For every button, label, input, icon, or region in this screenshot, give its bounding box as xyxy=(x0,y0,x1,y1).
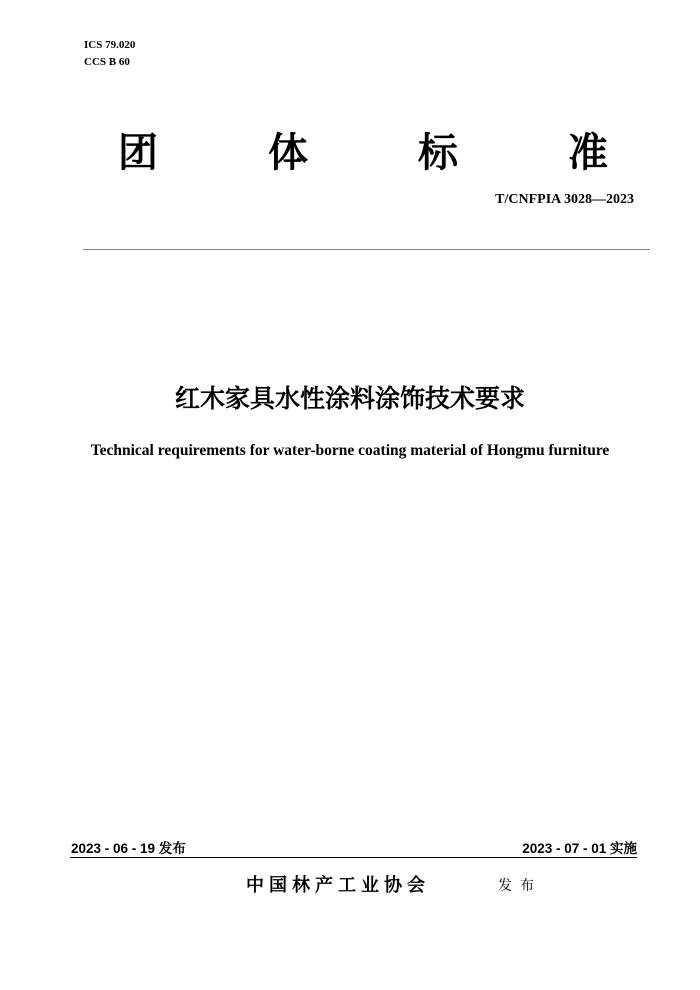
footer-divider xyxy=(70,857,637,858)
ics-code: ICS 79.020 xyxy=(84,39,136,51)
ccs-code: CCS B 60 xyxy=(84,56,130,68)
standard-type-char: 准 xyxy=(568,130,608,176)
issue-date: 2023 - 06 - 19 发布 xyxy=(71,841,186,856)
publish-label: 发布 xyxy=(498,878,542,894)
title-chinese: 红木家具水性涂料涂饰技术要求 xyxy=(174,384,525,413)
publisher-name: 中国林产工业协会 xyxy=(246,875,430,896)
standard-type-char: 体 xyxy=(268,130,308,176)
header-divider xyxy=(83,249,650,250)
standard-type-char: 标 xyxy=(418,130,458,176)
standard-number: T/CNFPIA 3028—2023 xyxy=(495,192,634,207)
implement-date: 2023 - 07 - 01 实施 xyxy=(522,841,637,856)
standard-type-char: 团 xyxy=(118,130,158,176)
standard-type-heading xyxy=(118,128,608,178)
title-english: Technical requirements for water-borne coating material of Hongmu furniture xyxy=(90,442,610,459)
